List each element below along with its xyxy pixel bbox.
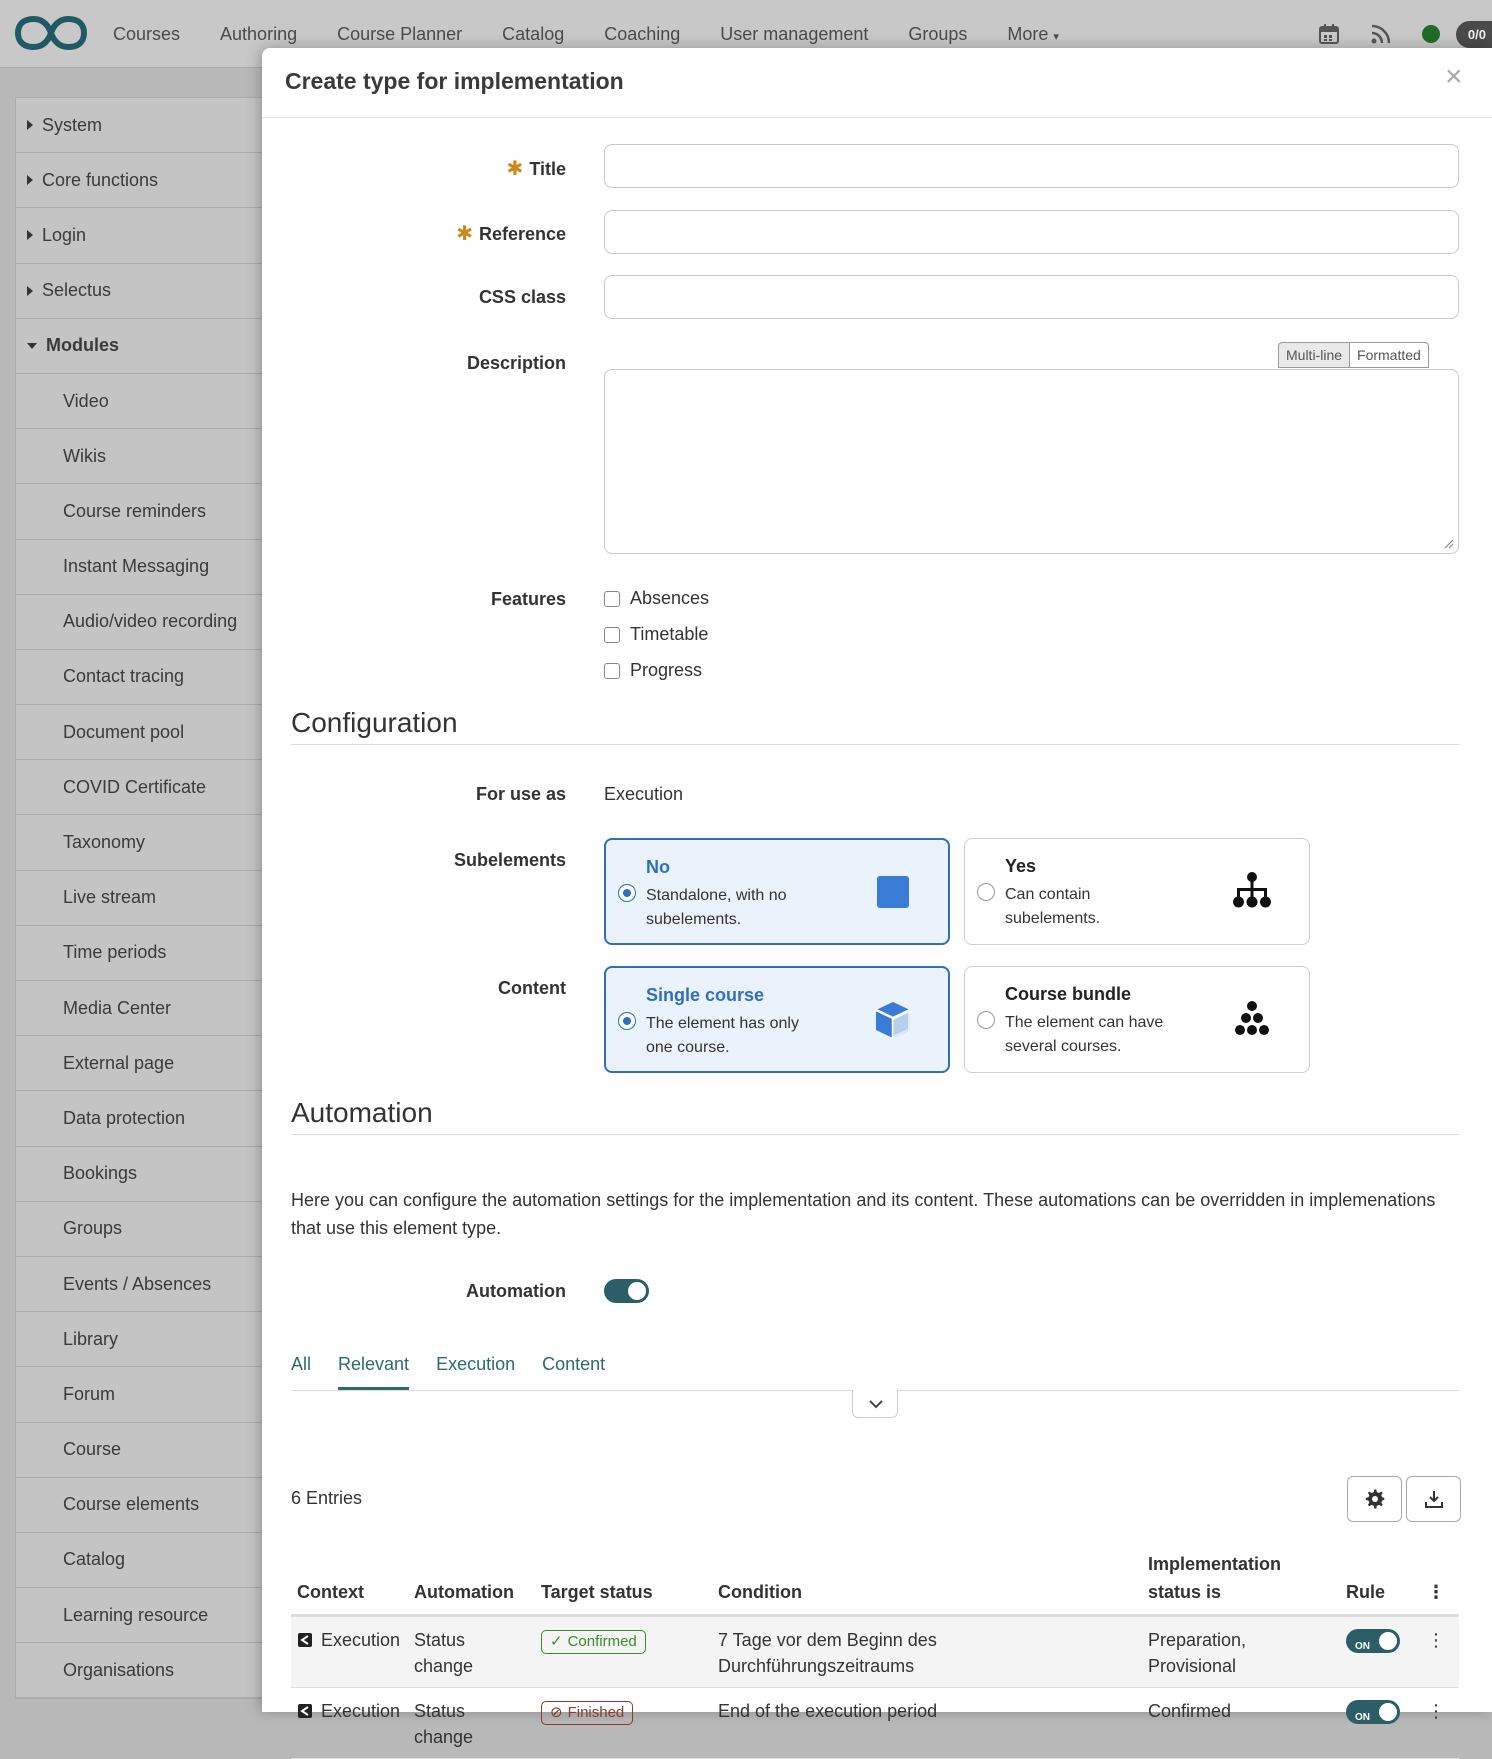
nav-catalog[interactable]: Catalog (502, 23, 565, 44)
tab-formatted[interactable]: Formatted (1350, 342, 1429, 368)
editor-mode-tabs (1278, 342, 1429, 368)
online-status-icon[interactable] (1422, 25, 1440, 43)
automation-description: Here you can configure the automation settings for the implementation and its content. These automations can be overridden in implemenations that use this element type. (291, 1190, 1436, 1238)
features-label: Features (490, 589, 566, 609)
square-icon (871, 870, 915, 914)
divider (291, 744, 1459, 745)
required-icon: ✱ (456, 223, 473, 245)
rss-icon[interactable] (1370, 23, 1392, 45)
divider (291, 1134, 1459, 1135)
checkbox[interactable] (604, 663, 620, 679)
sidebar-item-core-functions[interactable] (16, 153, 295, 208)
sidebar-item-label: Video (63, 390, 109, 411)
caret-right-icon (27, 120, 33, 130)
subelements-option-no[interactable] (604, 838, 950, 945)
table-header-row (291, 1550, 1459, 1616)
sidebar-item-label: Course elements (63, 1494, 200, 1515)
sidebar-item-label: Contact tracing (63, 666, 185, 687)
sidebar-item-label: Core functions (42, 169, 159, 190)
sidebar-item-forum[interactable] (16, 1367, 295, 1422)
feature-progress[interactable] (604, 660, 702, 681)
for-use-as-value: Execution (604, 784, 684, 804)
sidebar-item-label: Course (63, 1439, 122, 1460)
sidebar-item-course[interactable] (16, 1423, 295, 1478)
automation-tabs (291, 1354, 632, 1390)
cell-automation: Status change (408, 1616, 535, 1688)
table-settings-button[interactable] (1347, 1476, 1402, 1522)
tab-content[interactable]: Content (542, 1354, 606, 1374)
sidebar-item-label: Course reminders (63, 500, 207, 521)
option-description: The element can have several courses. (1005, 1014, 1164, 1055)
automation-toggle-label: Automation (466, 1281, 566, 1301)
caret-right-icon (27, 230, 33, 240)
nav-course-planner[interactable]: Course Planner (337, 23, 463, 44)
gear-icon (1365, 1489, 1385, 1509)
context-text: Execution (321, 1701, 401, 1721)
sidebar-item-covid-certificate[interactable] (16, 760, 295, 815)
create-type-modal (262, 48, 1492, 1747)
option-description: Can contain subelements. (1005, 886, 1101, 927)
cell-implementation-status: Preparation, Provisional (1142, 1616, 1340, 1688)
nav-coaching[interactable]: Coaching (604, 23, 681, 44)
column-header-condition[interactable]: Condition (712, 1550, 1142, 1616)
sidebar-item-bookings[interactable] (16, 1147, 295, 1202)
sidebar-item-catalog[interactable] (16, 1533, 295, 1588)
nav-groups[interactable]: Groups (908, 23, 968, 44)
sidebar-item-label: Forum (63, 1383, 116, 1404)
toggle-state-text: ON (1355, 1641, 1370, 1652)
cell-condition: 7 Tage vor dem Beginn des Durchführungszeitraums (712, 1616, 1142, 1688)
sidebar-item-label: Learning resource (63, 1604, 209, 1625)
radio-button[interactable] (618, 884, 636, 902)
caret-right-icon (27, 175, 33, 185)
sidebar-item-modules[interactable] (16, 319, 295, 374)
execution-icon (297, 1632, 313, 1648)
download-icon (1424, 1489, 1444, 1509)
sidebar-item-label: Media Center (63, 997, 172, 1018)
sidebar-item-label: Events / Absences (63, 1273, 212, 1294)
context-text: Execution (321, 1630, 401, 1650)
calendar-icon[interactable] (1318, 23, 1340, 45)
sidebar-item-label: Data protection (63, 1107, 186, 1128)
reference-input[interactable] (604, 210, 1459, 254)
caret-right-icon (27, 286, 33, 296)
cell-actions (1420, 1688, 1459, 1759)
sidebar-item-label: Instant Messaging (63, 556, 210, 577)
column-header-context[interactable]: Context (291, 1550, 408, 1616)
kebab-menu-icon[interactable]: ⋮ (1427, 1582, 1445, 1602)
modal-header (262, 48, 1492, 118)
bundle-icon (1230, 997, 1274, 1041)
content-label: Content (498, 978, 566, 998)
for-use-as-label: For use as (475, 784, 566, 804)
column-header-target-status[interactable]: Target status (535, 1550, 712, 1616)
cell-target-status (535, 1688, 712, 1759)
feature-progress-label: Progress (630, 660, 703, 680)
rule-toggle[interactable] (1346, 1700, 1400, 1724)
feature-timetable[interactable] (604, 624, 708, 645)
sidebar-item-document-pool[interactable] (16, 705, 295, 760)
column-header-rule[interactable]: Rule (1340, 1550, 1420, 1616)
description-textarea[interactable] (604, 369, 1459, 554)
radio-button[interactable] (977, 1011, 995, 1029)
tab-all[interactable]: All (291, 1354, 312, 1374)
checkbox[interactable] (604, 627, 620, 643)
table-row (291, 1688, 1459, 1759)
nav-user-management[interactable]: User management (720, 23, 869, 44)
toggle-knob (1379, 1632, 1397, 1650)
feature-absences[interactable] (604, 588, 709, 609)
sidebar-item-organisations[interactable] (16, 1643, 295, 1698)
sidebar-item-events-absences[interactable] (16, 1257, 295, 1312)
sidebar-item-data-protection[interactable] (16, 1091, 295, 1146)
nav-more-label: More (1007, 23, 1049, 44)
tab-execution[interactable]: Execution (436, 1354, 516, 1374)
status-badge (541, 1701, 633, 1725)
required-icon: ✱ (506, 158, 524, 180)
title-input[interactable] (604, 144, 1459, 188)
entries-count: 6 Entries (291, 1488, 363, 1508)
cell-actions (1420, 1616, 1459, 1688)
status-badge (541, 1630, 646, 1654)
status-badge-text: Finished (567, 1704, 625, 1721)
sidebar-item-wikis[interactable] (16, 429, 295, 484)
radio-button[interactable] (977, 883, 995, 901)
tab-multi-line[interactable]: Multi-line (1278, 342, 1350, 368)
title-label-text: Title (529, 159, 566, 179)
chevron-down-icon (853, 1390, 899, 1418)
nav-more[interactable] (1007, 24, 1059, 45)
cell-rule (1340, 1616, 1420, 1688)
prohibited-icon: ⊘ (550, 1704, 563, 1721)
checkbox[interactable] (604, 591, 620, 607)
hierarchy-icon (1230, 869, 1274, 913)
sidebar-item-label: External page (63, 1052, 175, 1073)
toggle-state-text: ON (1355, 1712, 1370, 1723)
close-icon[interactable]: × (1445, 60, 1463, 93)
export-download-button[interactable] (1406, 1476, 1461, 1522)
sidebar-item-system[interactable] (16, 98, 295, 153)
option-title: No (646, 857, 670, 877)
sidebar-item-contact-tracing[interactable] (16, 650, 295, 705)
automation-toggle[interactable] (604, 1279, 649, 1303)
sidebar-item-video[interactable] (16, 374, 295, 429)
sidebar-item-login[interactable] (16, 208, 295, 263)
table-row (291, 1616, 1459, 1688)
option-title: Yes (1005, 856, 1037, 876)
option-title: Single course (646, 985, 765, 1005)
sidebar-item-media-center[interactable] (16, 981, 295, 1036)
column-options[interactable] (1420, 1550, 1459, 1616)
sidebar-item-label: Selectus (42, 280, 112, 301)
automation-heading: Automation (291, 1097, 433, 1128)
subelements-option-yes[interactable] (964, 838, 1310, 945)
sidebar-item-label: Groups (63, 1218, 123, 1239)
sidebar-item-label: Library (63, 1328, 119, 1349)
rule-toggle[interactable] (1346, 1629, 1400, 1653)
option-description: The element has only one course. (646, 1015, 799, 1056)
description-label: Description (466, 353, 566, 373)
sidebar-item-instant-messaging[interactable] (16, 540, 295, 595)
feature-timetable-label: Timetable (630, 624, 709, 644)
app-logo[interactable] (14, 12, 88, 54)
sidebar-item-time-periods[interactable] (16, 926, 295, 981)
title-label (507, 156, 566, 181)
sidebar-item-live-stream[interactable] (16, 871, 295, 926)
option-title: Course bundle (1005, 984, 1132, 1004)
message-counter[interactable]: 0/0 (1456, 21, 1492, 48)
cell-rule (1340, 1688, 1420, 1759)
nav-courses[interactable]: Courses (113, 23, 181, 44)
row-actions-icon[interactable]: ⋮ (1427, 1701, 1445, 1721)
sidebar-item-label: Modules (46, 335, 120, 356)
toggle-knob (1379, 1703, 1397, 1721)
sidebar-item-label: COVID Certificate (63, 776, 207, 797)
configuration-heading: Configuration (291, 707, 458, 738)
sidebar-item-label: Taxonomy (63, 832, 146, 853)
cell-context (291, 1688, 408, 1759)
sidebar-item-audio-video-recording[interactable] (16, 595, 295, 650)
sidebar-item-label: Time periods (63, 942, 167, 963)
sidebar-item-course-reminders[interactable] (16, 484, 295, 539)
toggle-knob (628, 1282, 646, 1300)
cell-target-status (535, 1616, 712, 1688)
css-class-label: CSS class (478, 287, 566, 307)
sidebar-item-taxonomy[interactable] (16, 815, 295, 870)
sidebar-item-label: System (42, 114, 103, 135)
sidebar-item-label: Live stream (63, 887, 157, 908)
sidebar-item-label: Wikis (63, 445, 106, 466)
radio-button[interactable] (618, 1012, 636, 1030)
expand-filters-button[interactable] (852, 1390, 898, 1418)
sidebar-item-library[interactable] (16, 1312, 295, 1367)
column-header-implementation-status[interactable]: Implementation status is (1142, 1550, 1340, 1616)
sidebar-item-label: Catalog (63, 1549, 126, 1570)
reference-label (456, 221, 566, 246)
css-class-input[interactable] (604, 275, 1459, 319)
sidebar-item-label: Audio/video recording (63, 611, 238, 632)
content-option-course-bundle[interactable] (964, 966, 1310, 1073)
cell-automation: Status change (408, 1688, 535, 1759)
admin-sidebar (15, 97, 295, 1699)
cell-condition: End of the execution period (712, 1688, 1142, 1759)
sidebar-item-groups[interactable] (16, 1202, 295, 1257)
content-option-single-course[interactable] (604, 966, 950, 1073)
cell-implementation-status: Confirmed (1142, 1688, 1340, 1759)
sidebar-item-course-elements[interactable] (16, 1478, 295, 1533)
sidebar-item-external-page[interactable] (16, 1036, 295, 1091)
tab-relevant[interactable]: Relevant (338, 1354, 409, 1390)
sidebar-item-label: Document pool (63, 721, 185, 742)
sidebar-item-label: Organisations (63, 1659, 175, 1680)
reference-label-text: Reference (478, 224, 566, 244)
caret-down-icon (27, 343, 37, 349)
automation-rules-table (291, 1550, 1459, 1759)
cell-context (291, 1616, 408, 1688)
sidebar-item-selectus[interactable] (16, 264, 295, 319)
cube-icon (871, 998, 915, 1042)
sidebar-item-learning-resource[interactable] (16, 1588, 295, 1643)
sidebar-item-label: Login (42, 224, 87, 245)
modal-title: Create type for implementation (285, 68, 624, 94)
row-actions-icon[interactable]: ⋮ (1427, 1630, 1445, 1650)
nav-authoring[interactable]: Authoring (220, 23, 298, 44)
resize-grip-icon[interactable] (1442, 537, 1454, 549)
feature-absences-label: Absences (630, 588, 710, 608)
column-header-automation[interactable]: Automation (408, 1550, 535, 1616)
subelements-label: Subelements (453, 850, 566, 870)
caret-down-icon: ▾ (1053, 30, 1059, 43)
sidebar-item-label: Bookings (63, 1163, 138, 1184)
execution-icon (297, 1703, 313, 1719)
status-badge-text: Confirmed (567, 1633, 637, 1650)
top-right-tools (1318, 16, 1492, 52)
option-description: Standalone, with no subelements. (646, 887, 787, 928)
check-icon: ✓ (550, 1633, 563, 1650)
